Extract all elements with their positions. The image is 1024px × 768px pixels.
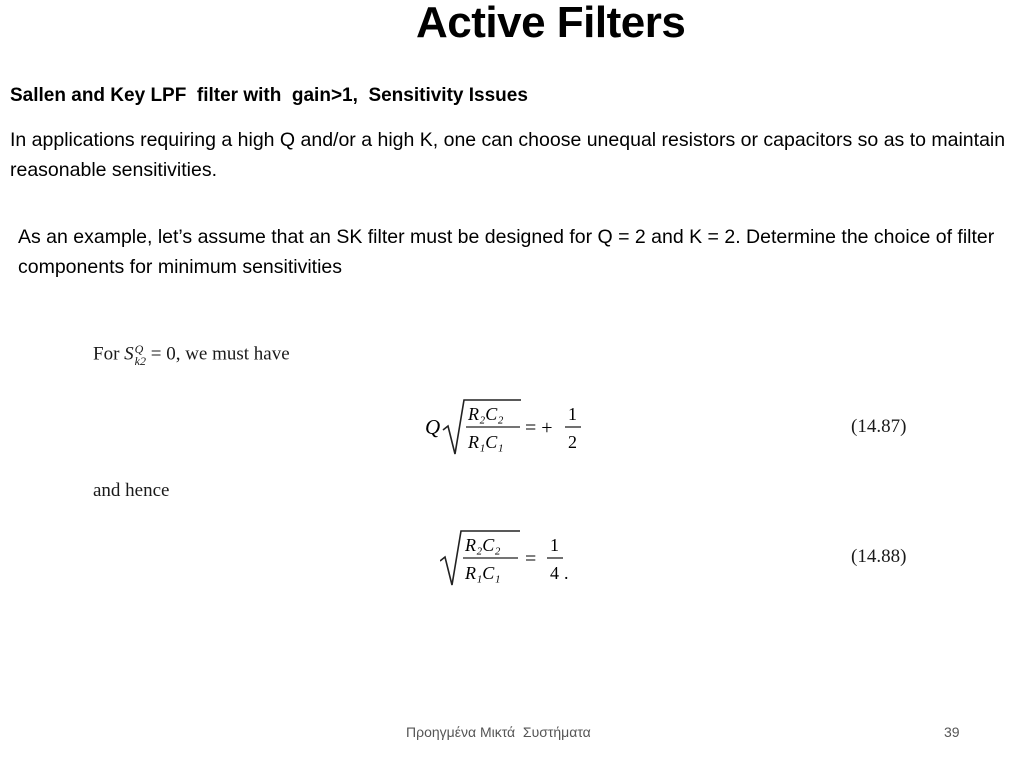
equation-number-14-87: (14.87) xyxy=(851,416,907,437)
intro-suffix: = 0, we must have xyxy=(145,343,290,365)
eq1-half-num: 1 xyxy=(568,404,577,424)
eq1-denominator: R₁C₁ xyxy=(468,432,504,452)
excerpt-intro-line xyxy=(93,343,290,367)
and-hence-text: and hence xyxy=(93,480,170,501)
eq2-denominator: R₁C₁ xyxy=(465,563,501,583)
paragraph-example: As an example, let’s assume that an SK filter must be designed for Q = 2 and K = 2. Determine the choice of filter components for minimum sensitivities xyxy=(18,226,995,278)
eq1-q-symbol: Q xyxy=(425,415,441,439)
eq2-numerator: R₂C₂ xyxy=(465,535,501,555)
page-number: 39 xyxy=(944,724,960,740)
footer-course-title: Προηγμένα Μικτά Συστήματα xyxy=(406,724,591,740)
sensitivity-letter: S xyxy=(124,343,134,365)
sensitivity-sup: Q xyxy=(134,342,144,356)
eq1-numerator: R₂C₂ xyxy=(468,404,504,424)
eq2-period: . xyxy=(564,563,569,583)
intro-prefix: For xyxy=(93,343,125,365)
eq2-quarter-num: 1 xyxy=(550,535,559,555)
equation-14-88 xyxy=(440,527,580,591)
paragraph-intro: In applications requiring a high Q and/or a high K, one can choose unequal resistors or capacitors so as to maintain reasonable sensitivities. xyxy=(10,129,1006,181)
equation-14-87 xyxy=(425,396,595,460)
section-subtitle: Sallen and Key LPF filter with gain>1, Sensitivity Issues xyxy=(10,85,528,106)
sensitivity-sub: k2 xyxy=(134,354,146,368)
slide-title: Active Filters xyxy=(416,0,686,47)
eq1-half-den: 2 xyxy=(568,432,577,452)
eq1-equals-plus: = + xyxy=(525,417,553,439)
eq2-quarter-den: 4 xyxy=(550,563,559,583)
sensitivity-symbol xyxy=(124,343,146,367)
eq2-equals: = xyxy=(525,548,537,570)
equation-number-14-88: (14.88) xyxy=(851,546,907,567)
